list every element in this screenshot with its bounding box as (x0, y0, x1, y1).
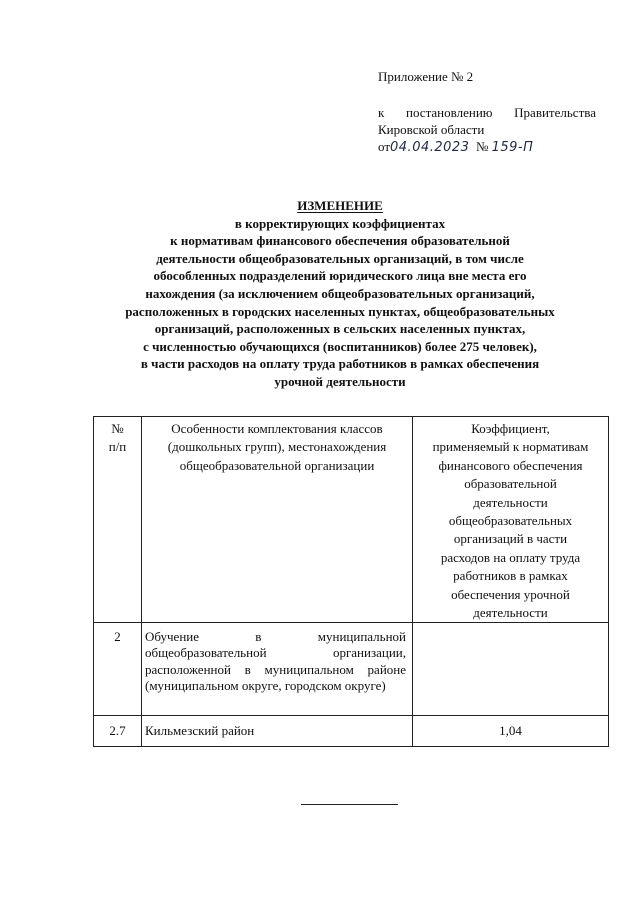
row-value (413, 716, 609, 747)
header-coefficient-line: деятельности (473, 605, 548, 621)
header-features-line: (дошкольных групп), местонахождения (167, 439, 387, 455)
header-coefficient-line: применяемый к нормативам (432, 439, 589, 455)
header-coefficient-line: общеобразовательных (448, 513, 573, 529)
header-features-line: Особенности комплектования классов (171, 421, 383, 436)
header-coefficient (413, 417, 609, 623)
title-line: к нормативам финансового обеспечения образовательной (170, 233, 510, 249)
title-line: с численностью обучающихся (воспитанников) более 275 человек), (143, 338, 537, 354)
document-title (70, 197, 610, 391)
title-line: организаций, расположенных в сельских населенных пунктах, (154, 321, 526, 337)
row-num-text: 2.7 (109, 723, 126, 738)
date-prefix: от (378, 139, 391, 154)
header-num-line: № (111, 421, 124, 436)
title-line: урочной деятельности (274, 373, 406, 389)
header-coefficient-line: обеспечения урочной (451, 586, 570, 602)
header-coefficient-line: Коэффициент, (471, 421, 550, 436)
header-coefficient-line: расходов на оплату труда (440, 549, 581, 565)
header-features (142, 417, 413, 623)
title-line: обособленных подразделений юридического лица вне места его (153, 268, 527, 284)
number-prefix: № (475, 139, 489, 154)
title-line: деятельности общеобразовательных организаций, в том числе (156, 250, 524, 266)
table-row (94, 623, 609, 716)
table-row (94, 716, 609, 747)
row-text (142, 623, 413, 716)
handwritten-date: 04.04.2023 (390, 140, 470, 155)
coefficients-table (93, 416, 609, 747)
appendix-label: Приложение № 2 (378, 69, 474, 84)
header-num (94, 417, 142, 623)
row-value (413, 623, 609, 716)
annex-block (378, 68, 618, 156)
closing-rule (301, 804, 398, 805)
resolution-word: постановлению (406, 105, 493, 120)
row-num-text: 2 (114, 629, 121, 644)
row-num (94, 716, 142, 747)
header-coefficient-line: финансового обеспечения (438, 457, 583, 473)
title-line: расположенных в городских населенных пунктах, общеобразовательных (125, 303, 555, 319)
title-line: нахождения (за исключением общеобразовательных организаций, (145, 285, 535, 301)
row-value-text: 1,04 (499, 723, 522, 738)
title-line: в корректирующих коэффициентах (234, 215, 446, 231)
title-main: ИЗМЕНЕНИЕ (297, 198, 383, 213)
resolution-line (378, 104, 596, 121)
header-coefficient-line: деятельности (473, 494, 548, 510)
government-word: Правительства (514, 105, 596, 120)
region-name: Кировской области (378, 122, 485, 137)
row-text (142, 716, 413, 747)
header-num-line: п/п (108, 439, 127, 455)
to-word: к (378, 105, 385, 120)
row-text-content: Кильмезский район (145, 723, 255, 738)
header-coefficient-line: организаций в части (453, 531, 568, 547)
row-text-content: Обучение в муниципальной общеобразовательной организации, расположенной в муниципальном районе (муниципальном округе, городском округе) (145, 629, 406, 694)
header-coefficient-line: образовательной (464, 476, 557, 492)
table-header-row (94, 417, 609, 623)
handwritten-number: 159-П (491, 140, 534, 155)
row-num (94, 623, 142, 716)
title-line: в части расходов на оплату труда работников в рамках обеспечения (140, 356, 540, 372)
date-number-line (378, 138, 618, 156)
header-features-line: общеобразовательной организации (179, 457, 375, 473)
header-coefficient-line: работников в рамках (453, 568, 568, 584)
